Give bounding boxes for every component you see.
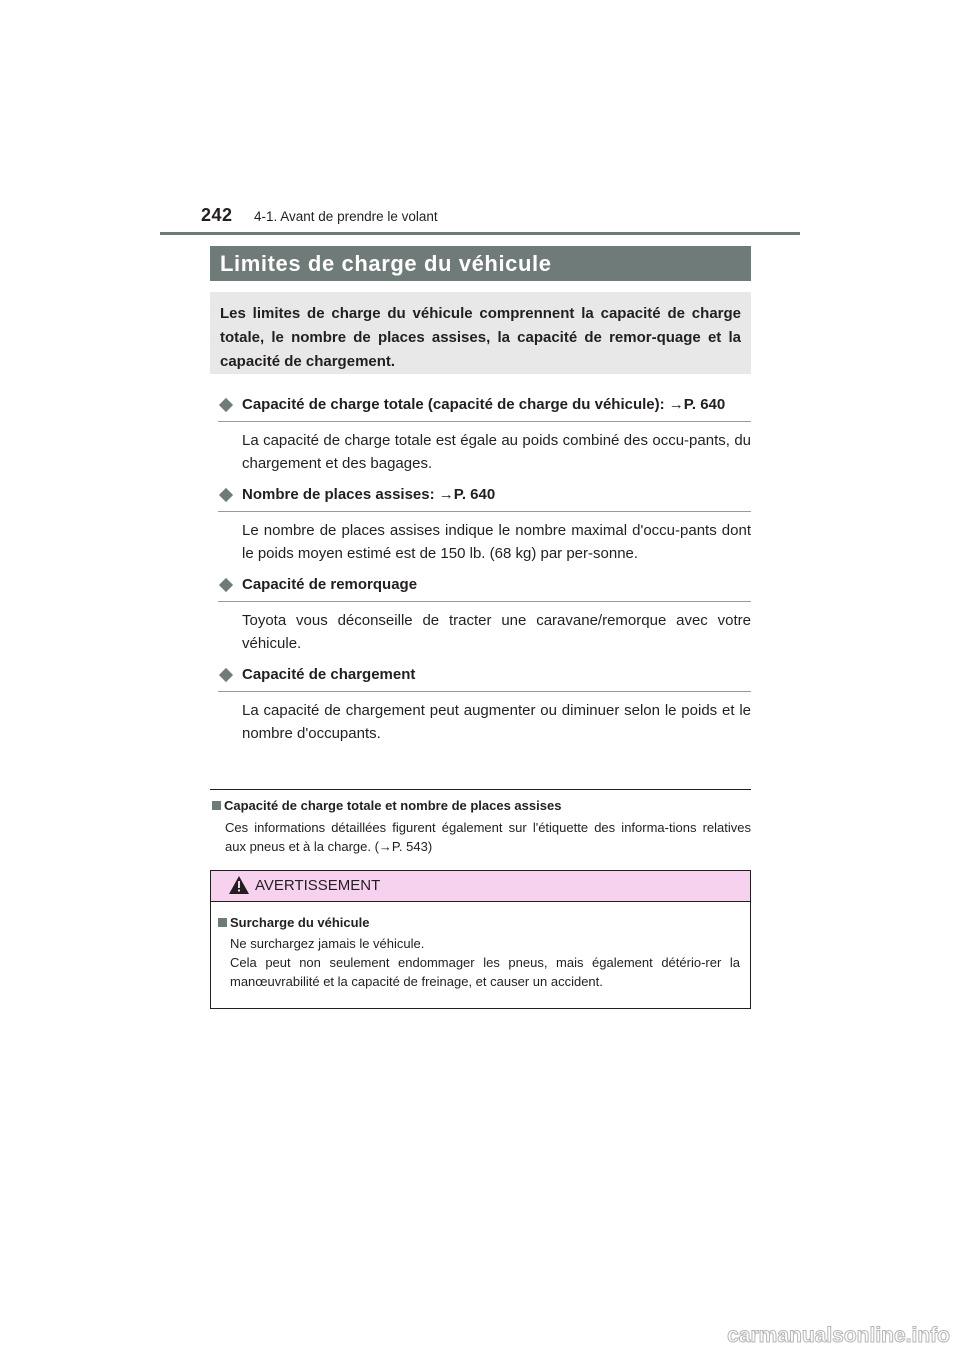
diamond-bullet-icon (219, 668, 233, 682)
item-heading (218, 663, 751, 692)
square-bullet-icon (218, 918, 227, 927)
warning-title: AVERTISSEMENT (255, 877, 381, 894)
warning-heading-text: Surcharge du véhicule (230, 915, 370, 930)
item-heading (218, 573, 751, 602)
note-heading-text: Capacité de charge totale et nombre de places assises (224, 798, 562, 813)
warning-heading (216, 913, 740, 932)
item-heading-text: Capacité de charge totale (capacité de charge du véhicule): →P. 640 (242, 396, 726, 413)
diamond-bullet-icon (219, 578, 233, 592)
diamond-bullet-icon (219, 488, 233, 502)
item-heading (218, 483, 751, 512)
item-heading-text: Capacité de chargement (242, 666, 416, 683)
watermark-text: carmanualsonline.info (727, 1324, 950, 1347)
item-heading-text: Nombre de places assises: →P. 640 (242, 486, 496, 503)
intro-box: Les limites de charge du véhicule comprennent la capacité de charge totale, le nombre de places assises, la capacité de remor-quage et la capacité de chargement. (210, 292, 751, 374)
header-rule (160, 232, 800, 235)
square-bullet-icon (212, 801, 221, 810)
warning-body (211, 902, 750, 991)
warning-header (211, 871, 750, 902)
section-title: Limites de charge du véhicule (210, 246, 751, 281)
item-heading-text: Capacité de remorquage (242, 576, 418, 593)
warning-line: Ne surchargez jamais le véhicule. (230, 936, 425, 951)
watermark (700, 1320, 950, 1350)
note-divider (210, 789, 751, 790)
page-header (160, 205, 800, 237)
item-body: Toyota vous déconseille de tracter une caravane/remorque avec votre véhicule. (242, 612, 751, 652)
item-body: La capacité de chargement peut augmenter ou diminuer selon le poids et le nombre d'occupants. (242, 702, 751, 742)
warning-text (216, 934, 740, 991)
warning-triangle-icon (229, 876, 249, 894)
page-number: 242 (201, 205, 233, 225)
section-label: 4-1. Avant de prendre le volant (254, 209, 438, 224)
content-items (218, 393, 751, 745)
note-body: Ces informations détaillées figurent également sur l'étiquette des informa-tions relatives aux pneus et à la charge. (→P. 543) (225, 820, 751, 854)
item-heading (218, 393, 751, 422)
warning-line: Cela peut non seulement endommager les pneus, mais également détério-rer la manœuvrabilité et la capacité de freinage, et causer un accident. (230, 955, 740, 989)
warning-box (210, 870, 751, 1009)
diamond-bullet-icon (219, 398, 233, 412)
item-body: Le nombre de places assises indique le nombre maximal d'occu-pants dont le poids moyen estimé est de 150 lb. (68 kg) par per-sonne. (242, 522, 751, 562)
note-heading (210, 796, 751, 815)
note (210, 796, 751, 856)
item-body: La capacité de charge totale est égale au poids combiné des occu-pants, du chargement et des bagages. (242, 432, 751, 472)
